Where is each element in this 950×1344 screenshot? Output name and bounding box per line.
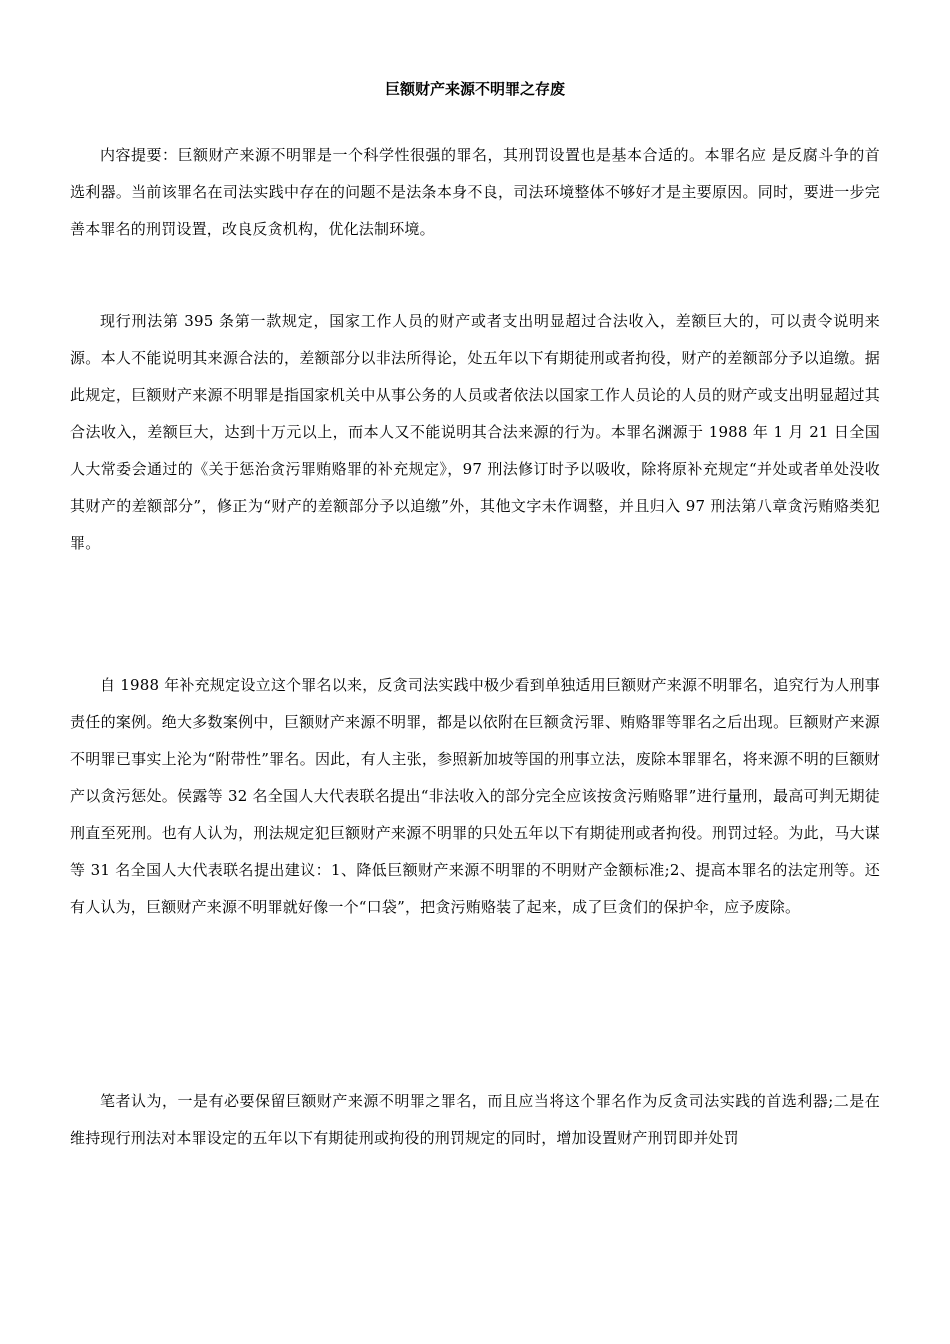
document-title: 巨额财产来源不明罪之存废 [384, 80, 565, 98]
paragraph-practice-debate: 自 1988 年补充规定设立这个罪名以来，反贪司法实践中极少看到单独适用巨额财产来源不明罪名，追究行为人刑事责任的案例。绝大多数案例中，巨额财产来源不明罪，都是以依附在巨额贪污罪、贿赂罪等罪名之后出现。巨额财产来源不明罪已事实上沦为“附带性”罪名。因此，有人主张，参照新加坡等国的刑事立法，废除本罪罪名，将来源不明的巨额财产以贪污惩处。侯露等 32 名全国人大代表联名提出“非法收入的部分完全应该按贪污贿赂罪”进行量刑，最高可判无期徒刑直至死刑。也有人认为，刑法规定犯巨额财产来源不明罪的只处五年以下有期徒刑或者拘役。刑罚过轻。为此，马大谋等 31 名全国人大代表联名提出建议：1、降低巨额财产来源不明罪的不明财产金额标准;2、提高本罪名的法定刑等。还有人认为，巨额财产来源不明罪就好像一个“口袋”，把贪污贿赂装了起来，成了巨贪们的保护伞，应予废除。 [70, 676, 880, 916]
paragraph-abstract: 内容提要：巨额财产来源不明罪是一个科学性很强的罪名，其刑罚设置也是基本合适的。本罪名应 是反腐斗争的首选利器。当前该罪名在司法实践中存在的问题不是法条本身不良，司法环境整体不够好才是主要原因。同时，要进一步完善本罪名的刑罚设置，改良反贪机构，优化法制环境。 [70, 146, 880, 238]
paragraph-author-opinion: 笔者认为，一是有必要保留巨额财产来源不明罪之罪名，而且应当将这个罪名作为反贪司法实践的首选利器;二是在维持现行刑法对本罪设定的五年以下有期徒刑或拘役的刑罚规定的同时，增加设置财产刑罚即并处罚 [70, 1092, 880, 1147]
paragraph-law-definition: 现行刑法第 395 条第一款规定，国家工作人员的财产或者支出明显超过合法收入，差额巨大的，可以责令说明来源。本人不能说明其来源合法的，差额部分以非法所得论，处五年以下有期徒刑或者拘役，财产的差额部分予以追缴。据此规定，巨额财产来源不明罪是指国家机关中从事公务的人员或者依法以国家工作人员论的人员的财产或支出明显超过其合法收入，差额巨大，达到十万元以上，而本人又不能说明其合法来源的行为。本罪名渊源于 1988 年 1 月 21 日全国人大常委会通过的《关于惩治贪污罪贿赂罪的补充规定》，97 刑法修订时予以吸收，除将原补充规定“并处或者单处没收其财产的差额部分”，修正为“财产的差额部分予以追缴”外，其他文字未作调整，并且归入 97 刑法第八章贪污贿赂类犯罪。 [70, 312, 880, 552]
